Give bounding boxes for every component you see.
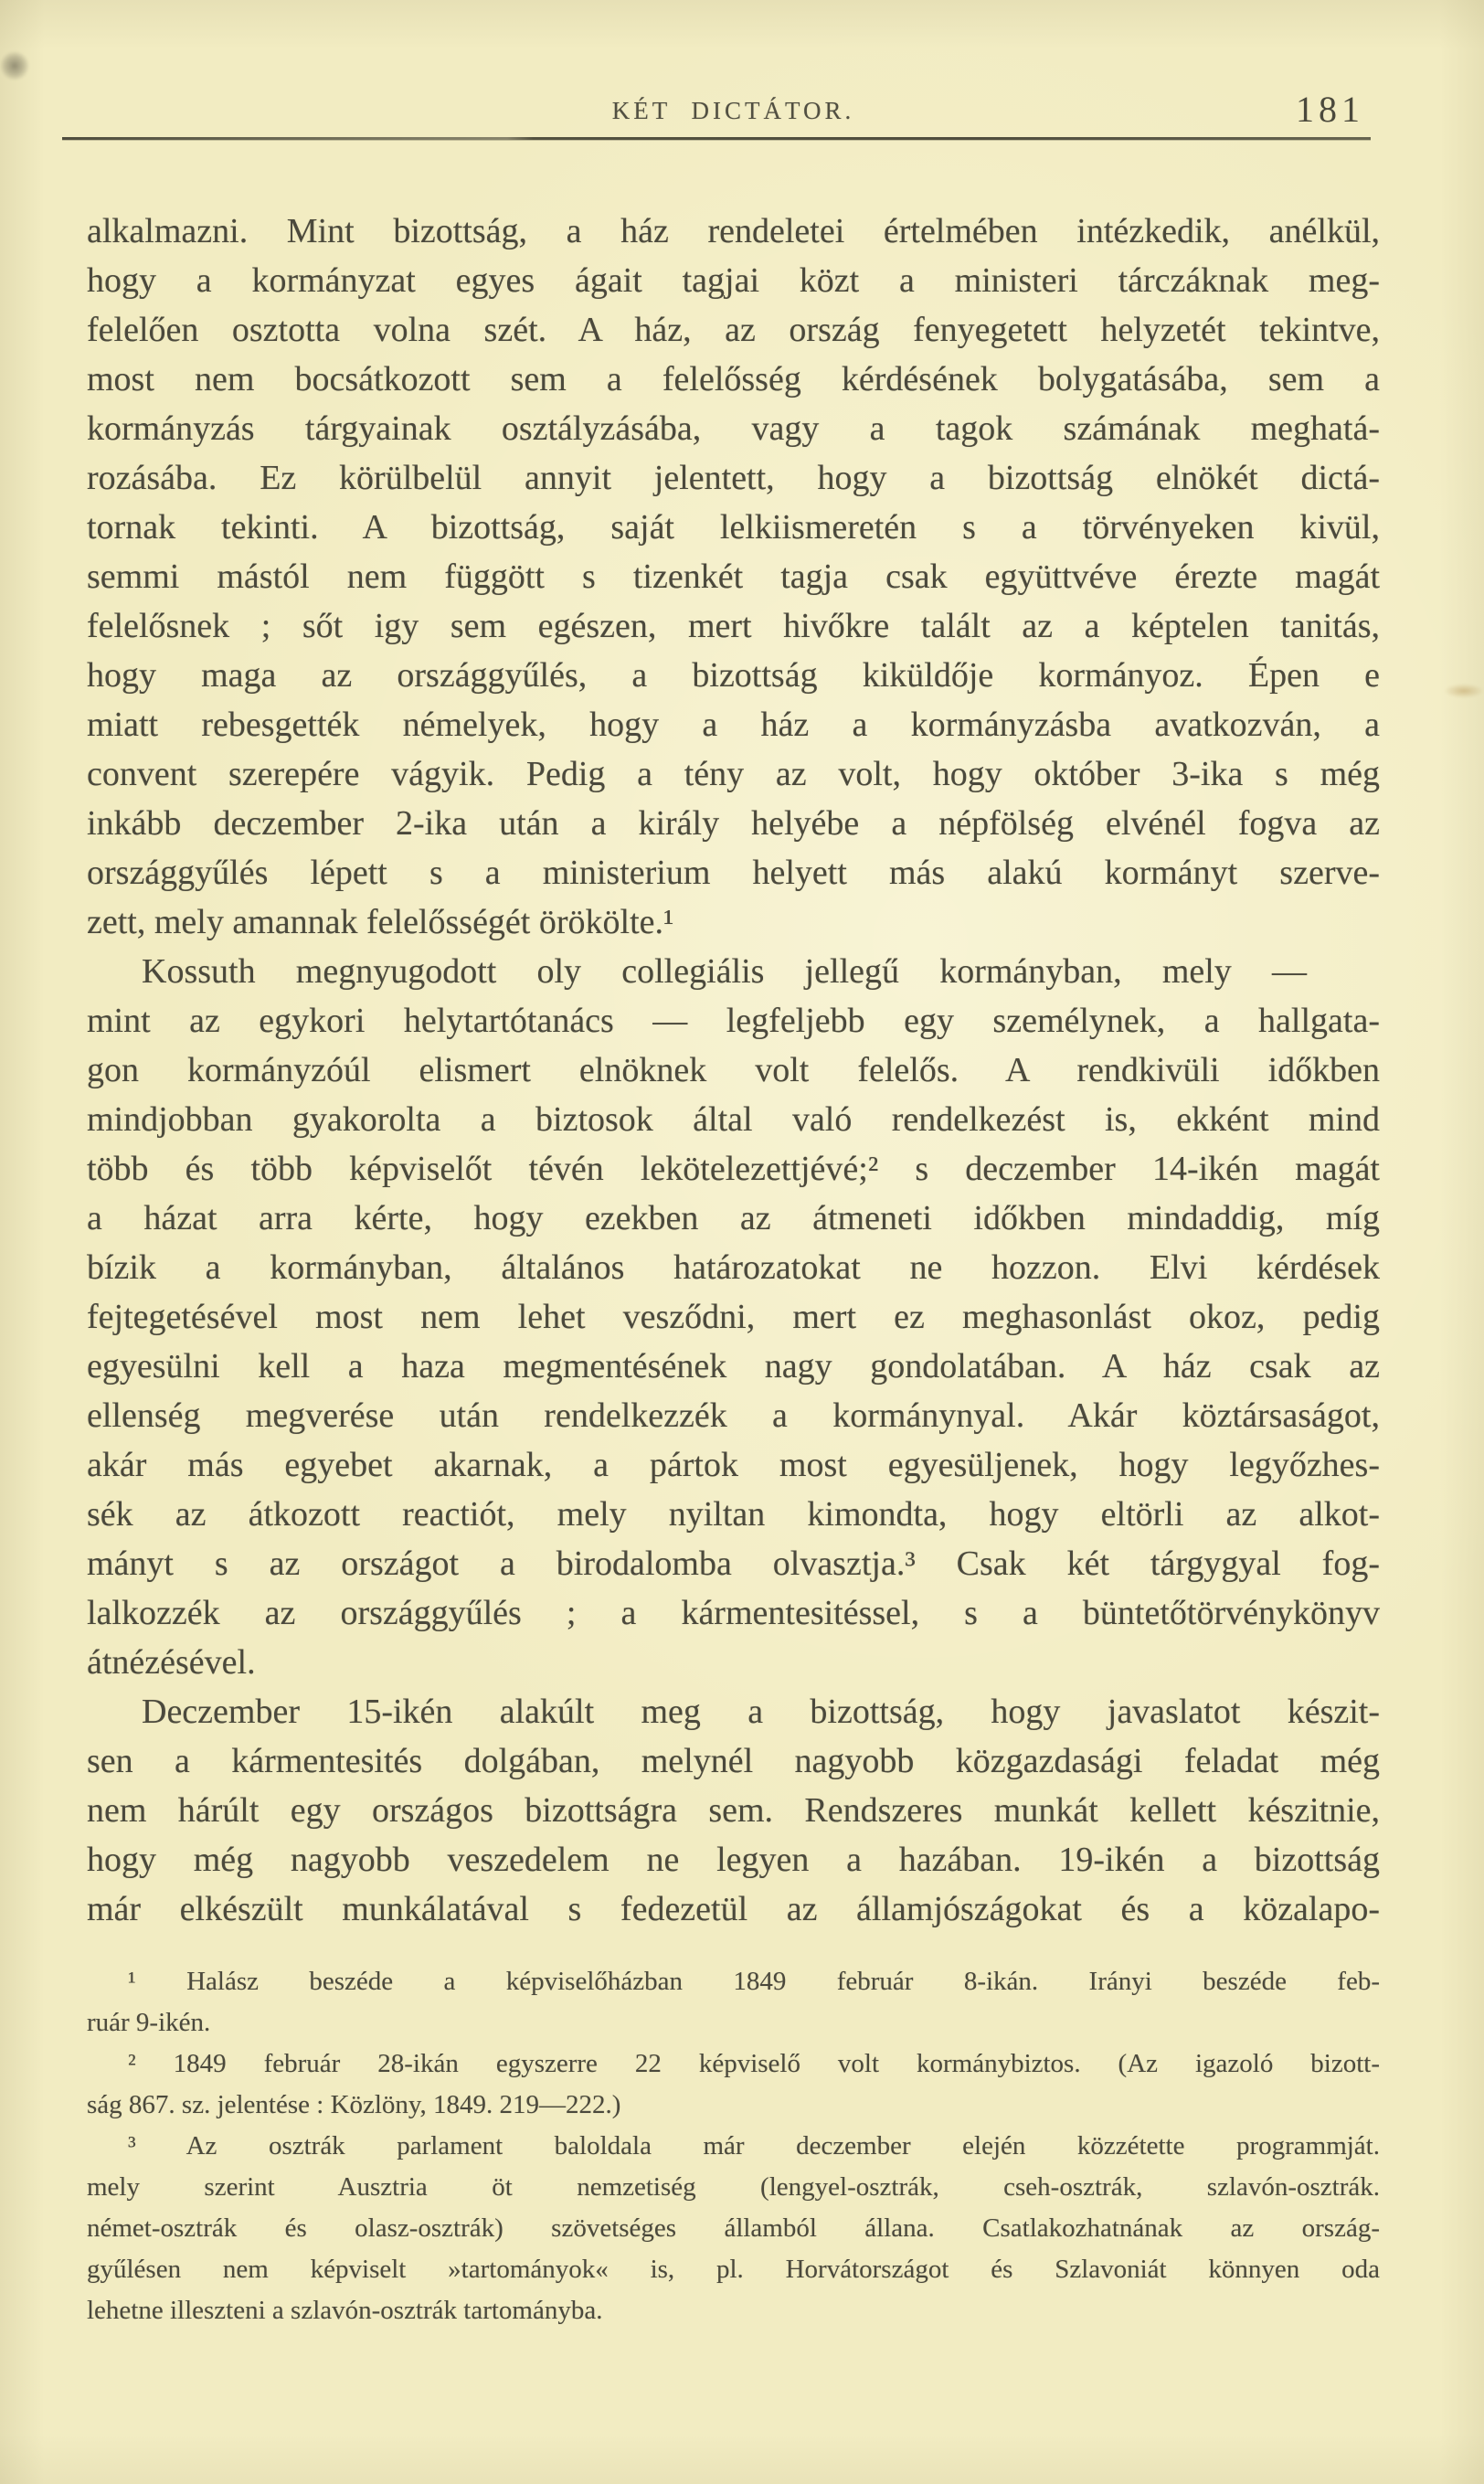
footnote-line: ruár 9-ikén. xyxy=(87,2008,211,2037)
body-line: nem hárúlt egy országos bizottságra sem. Rendszeres munkát kellett készitnie, xyxy=(87,1791,1380,1830)
body-line: hogy maga az országgyűlés, a bizottság kiküldője kormányoz. Épen e xyxy=(87,656,1380,695)
body-line: felelősnek ; sőt igy sem egészen, mert hivőkre talált az a képtelen tanitás, xyxy=(87,607,1380,645)
footnote-line: ság 867. sz. jelentése : Közlöny, 1849. 219—222.) xyxy=(87,2090,621,2119)
body-line: több és több képviselőt tévén lekötelezettjévé;² s deczember 14-ikén magát xyxy=(87,1150,1380,1188)
body-line: hogy a kormányzat egyes ágait tagjai közt a ministeri tárczáknak meg- xyxy=(87,261,1380,300)
body-line: hogy még nagyobb veszedelem ne legyen a hazában. 19-ikén a bizottság xyxy=(87,1841,1380,1879)
body-line: országgyűlés lépett s a ministerium helyett más alakú kormányt szerve- xyxy=(87,854,1380,892)
body-line: sék az átkozott reactiót, mely nyiltan kimondta, hogy eltörli az alkot- xyxy=(87,1495,1380,1534)
body-line: rozásába. Ez körülbelül annyit jelentett, hogy a bizottság elnökét dictá- xyxy=(87,459,1380,497)
body-line: fejtegetésével most nem lehet vesződni, mert ez meghasonlást okoz, pedig xyxy=(87,1298,1380,1336)
body-line: gon kormányzóúl elismert elnöknek volt felelős. A rendkivüli időkben xyxy=(87,1051,1380,1089)
body-line: Deczember 15-ikén alakúlt meg a bizottság, hogy javaslatot készit- xyxy=(142,1693,1380,1731)
page-number: 181 xyxy=(1296,89,1364,130)
body-line: semmi mástól nem függött s tizenkét tagja csak együttvéve érezte magát xyxy=(87,557,1380,596)
body-line: tornak tekinti. A bizottság, saját lelkiismeretén s a törvényeken kivül, xyxy=(87,508,1380,547)
body-line: mindjobban gyakorolta a biztosok által való rendelkezést is, ekként mind xyxy=(87,1100,1380,1139)
body-line: inkább deczember 2-ika után a király helyébe a népfölség elvénél fogva az xyxy=(87,804,1380,843)
footnote-line: német-osztrák és olasz-osztrák) szövetséges államból állana. Csatlakozhatnának az ország- xyxy=(87,2213,1380,2243)
body-line: zett, mely amannak felelősségét örökölte.¹ xyxy=(87,903,674,941)
footnote-line: ³ Az osztrák parlament baloldala már deczember elején közzétette programmját. xyxy=(128,2131,1380,2160)
body-line: a házat arra kérte, hogy ezekben az átmeneti időkben mindaddig, míg xyxy=(87,1199,1380,1237)
body-line: akár más egyebet akarnak, a pártok most egyesüljenek, hogy legyőzhes- xyxy=(87,1446,1380,1484)
body-line: egyesülni kell a haza megmentésének nagy gondolatában. A ház csak az xyxy=(87,1347,1380,1385)
body-line: sen a kármentesités dolgában, melynél nagyobb közgazdasági feladat még xyxy=(87,1742,1380,1780)
body-text xyxy=(87,207,1380,1934)
body-line: bízik a kormányban, általános határozatokat ne hozzon. Elvi kérdések xyxy=(87,1248,1380,1287)
body-line: Kossuth megnyugodott oly collegiális jellegű kormányban, mely — xyxy=(142,952,1307,991)
body-line: mint az egykori helytartótanács — legfeljebb egy személynek, a hallgata- xyxy=(87,1002,1380,1040)
header-rule xyxy=(62,137,1371,140)
footnote-line: ¹ Halász beszéde a képviselőházban 1849 február 8-ikán. Irányi beszéde feb- xyxy=(128,1967,1380,1996)
body-line: átnézésével. xyxy=(87,1643,256,1682)
scan-smudge-right-edge xyxy=(1444,684,1484,698)
body-line: lalkozzék az országgyűlés ; a kármentesitéssel, s a büntetőtörvénykönyv xyxy=(87,1594,1380,1632)
footnote-line: mely szerint Ausztria öt nemzetiség (lengyel-osztrák, cseh-osztrák, szlavón-osztrák. xyxy=(87,2172,1380,2202)
body-line: miatt rebesgették némelyek, hogy a ház a kormányzásba avatkozván, a xyxy=(87,706,1380,744)
body-line: mányt s az országot a birodalomba olvasztja.³ Csak két tárgygyal fog- xyxy=(87,1545,1380,1583)
running-head xyxy=(87,89,1380,139)
body-line: convent szerepére vágyik. Pedig a tény az volt, hogy október 3-ika s még xyxy=(87,755,1380,793)
body-line: felelően osztotta volna szét. A ház, az ország fenyegetett helyzetét tekintve, xyxy=(87,311,1380,349)
body-line: kormányzás tárgyainak osztályzásába, vagy a tagok számának meghatá- xyxy=(87,409,1380,448)
scan-smudge-top-left xyxy=(0,51,29,80)
body-line: most nem bocsátkozott sem a felelősség kérdésének bolygatásába, sem a xyxy=(87,360,1380,398)
footnote-line: gyűlésen nem képviselt »tartományok« is, pl. Horvátországot és Szlavoniát könnyen oda xyxy=(87,2255,1380,2284)
body-line: már elkészült munkálatával s fedezetül az államjószágokat és a közalapo- xyxy=(87,1890,1380,1928)
chapter-title: KÉT DICTÁTOR. xyxy=(611,97,855,124)
body-line: alkalmazni. Mint bizottság, a ház rendeletei értelmében intézkedik, anélkül, xyxy=(87,212,1380,250)
footnote-line: ² 1849 február 28-ikán egyszerre 22 képviselő volt kormánybiztos. (Az igazoló bizott- xyxy=(128,2049,1380,2078)
footnotes xyxy=(87,1961,1380,2331)
body-line: ellenség megverése után rendelkezzék a kormánynyal. Akár köztársaságot, xyxy=(87,1396,1380,1435)
footnote-line: lehetne illeszteni a szlavón-osztrák tartományba. xyxy=(87,2296,603,2325)
